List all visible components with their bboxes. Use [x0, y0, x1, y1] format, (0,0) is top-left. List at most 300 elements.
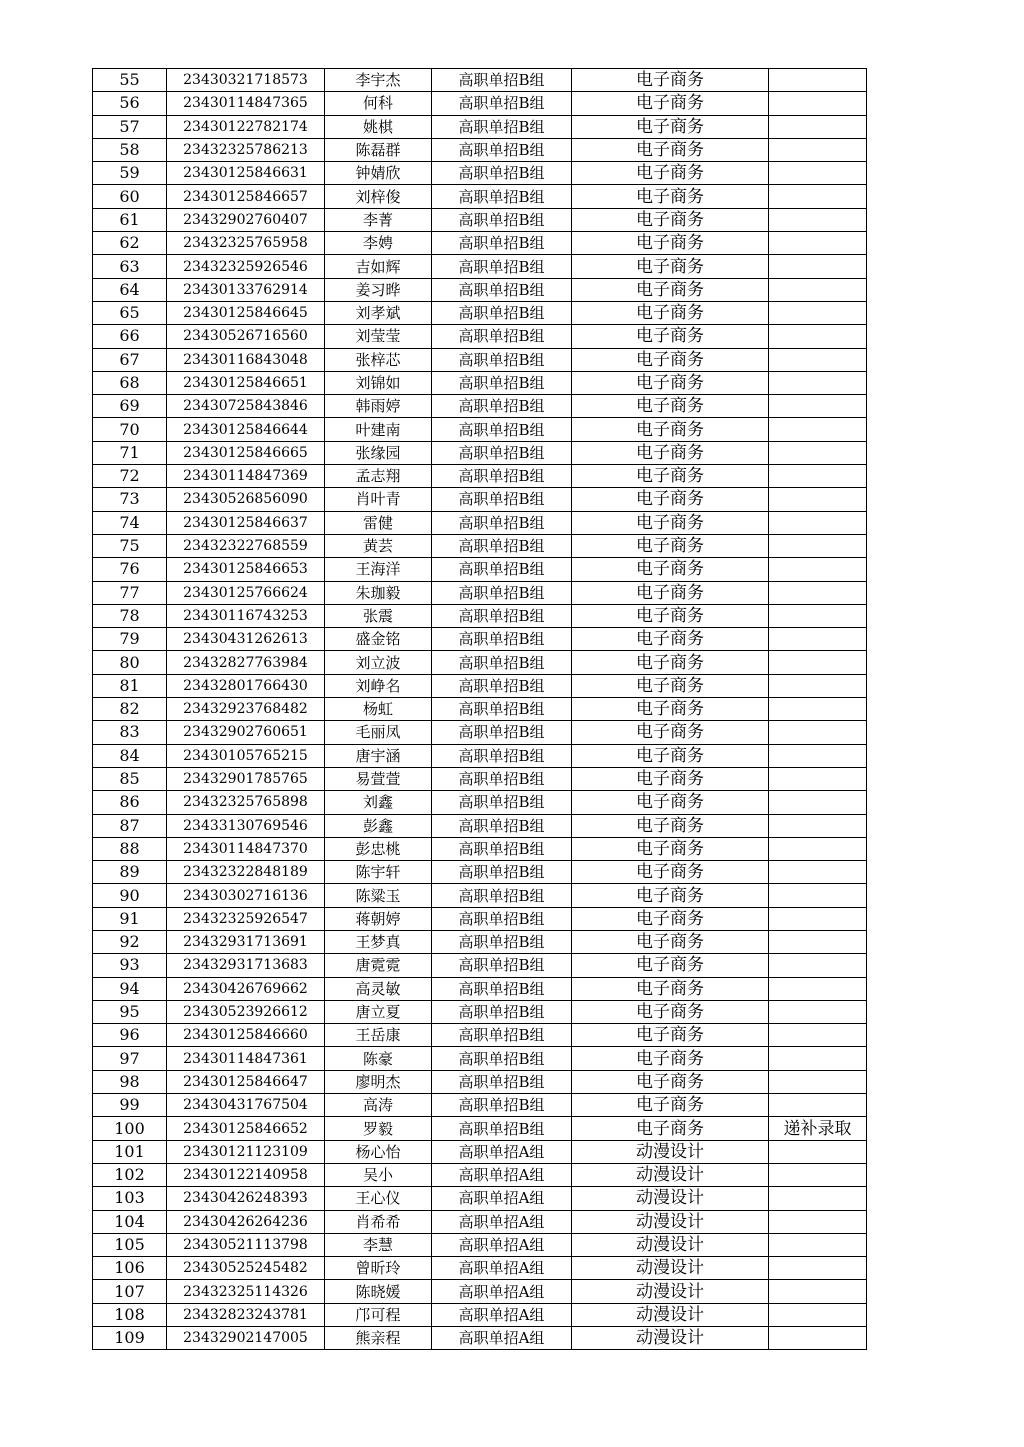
remark	[769, 604, 867, 627]
exam-group: 高职单招B组	[432, 628, 572, 651]
table-row	[93, 1140, 867, 1163]
candidate-id: 23432322848189	[167, 861, 325, 884]
exam-group: 高职单招B组	[432, 208, 572, 231]
candidate-id: 23430125766624	[167, 581, 325, 604]
table-row	[93, 767, 867, 790]
table-row	[93, 698, 867, 721]
student-name: 毛丽凤	[325, 721, 432, 744]
row-number: 73	[93, 488, 167, 511]
remark	[769, 1233, 867, 1256]
student-name: 韩雨婷	[325, 395, 432, 418]
student-name: 刘锦如	[325, 371, 432, 394]
row-number: 86	[93, 791, 167, 814]
table-row	[93, 674, 867, 697]
remark	[769, 1210, 867, 1233]
major-name: 电子商务	[572, 1000, 769, 1023]
student-name: 刘梓俊	[325, 185, 432, 208]
admission-roster-table	[92, 68, 867, 1350]
row-number: 59	[93, 162, 167, 185]
major-name: 电子商务	[572, 651, 769, 674]
row-number: 104	[93, 1210, 167, 1233]
row-number: 100	[93, 1117, 167, 1140]
candidate-id: 23430321718573	[167, 69, 325, 92]
major-name: 电子商务	[572, 791, 769, 814]
exam-group: 高职单招B组	[432, 884, 572, 907]
row-number: 107	[93, 1280, 167, 1303]
exam-group: 高职单招B组	[432, 255, 572, 278]
student-name: 肖希希	[325, 1210, 432, 1233]
major-name: 电子商务	[572, 767, 769, 790]
remark	[769, 651, 867, 674]
exam-group: 高职单招B组	[432, 465, 572, 488]
candidate-id: 23430125846657	[167, 185, 325, 208]
exam-group: 高职单招B组	[432, 861, 572, 884]
student-name: 唐霓霓	[325, 954, 432, 977]
exam-group: 高职单招A组	[432, 1303, 572, 1326]
candidate-id: 23430431262613	[167, 628, 325, 651]
candidate-id: 23432827763984	[167, 651, 325, 674]
candidate-id: 23432325926546	[167, 255, 325, 278]
student-name: 唐立夏	[325, 1000, 432, 1023]
table-row	[93, 651, 867, 674]
table-row	[93, 1210, 867, 1233]
major-name: 电子商务	[572, 371, 769, 394]
row-number: 81	[93, 674, 167, 697]
student-name: 高灵敏	[325, 977, 432, 1000]
major-name: 电子商务	[572, 977, 769, 1000]
student-name: 盛金铭	[325, 628, 432, 651]
major-name: 动漫设计	[572, 1233, 769, 1256]
major-name: 电子商务	[572, 301, 769, 324]
candidate-id: 23432902760407	[167, 208, 325, 231]
remark	[769, 232, 867, 255]
exam-group: 高职单招A组	[432, 1163, 572, 1186]
candidate-id: 23430125846653	[167, 558, 325, 581]
row-number: 66	[93, 325, 167, 348]
student-name: 张梓芯	[325, 348, 432, 371]
row-number: 62	[93, 232, 167, 255]
major-name: 动漫设计	[572, 1210, 769, 1233]
table-row	[93, 208, 867, 231]
candidate-id: 23430133762914	[167, 278, 325, 301]
exam-group: 高职单招B组	[432, 92, 572, 115]
student-name: 杨虹	[325, 698, 432, 721]
remark	[769, 92, 867, 115]
exam-group: 高职单招B组	[432, 488, 572, 511]
student-name: 王梦真	[325, 930, 432, 953]
remark	[769, 465, 867, 488]
candidate-id: 23430125846644	[167, 418, 325, 441]
student-name: 王岳康	[325, 1024, 432, 1047]
major-name: 电子商务	[572, 674, 769, 697]
exam-group: 高职单招B组	[432, 674, 572, 697]
remark	[769, 558, 867, 581]
exam-group: 高职单招B组	[432, 162, 572, 185]
row-number: 87	[93, 814, 167, 837]
major-name: 电子商务	[572, 208, 769, 231]
major-name: 电子商务	[572, 744, 769, 767]
table-row	[93, 1163, 867, 1186]
exam-group: 高职单招B组	[432, 1047, 572, 1070]
candidate-id: 23430521113798	[167, 1233, 325, 1256]
table-row	[93, 1187, 867, 1210]
remark	[769, 301, 867, 324]
major-name: 电子商务	[572, 1094, 769, 1117]
row-number: 57	[93, 115, 167, 138]
exam-group: 高职单招B组	[432, 814, 572, 837]
candidate-id: 23430114847365	[167, 92, 325, 115]
student-name: 杨心怡	[325, 1140, 432, 1163]
candidate-id: 23430114847361	[167, 1047, 325, 1070]
student-name: 张缘园	[325, 441, 432, 464]
remark	[769, 395, 867, 418]
table-row	[93, 884, 867, 907]
remark	[769, 278, 867, 301]
candidate-id: 23432325765898	[167, 791, 325, 814]
exam-group: 高职单招B组	[432, 837, 572, 860]
exam-group: 高职单招B组	[432, 348, 572, 371]
exam-group: 高职单招B组	[432, 325, 572, 348]
major-name: 电子商务	[572, 395, 769, 418]
student-name: 彭忠桃	[325, 837, 432, 860]
table-row	[93, 861, 867, 884]
table-row	[93, 814, 867, 837]
major-name: 电子商务	[572, 930, 769, 953]
exam-group: 高职单招B组	[432, 395, 572, 418]
row-number: 75	[93, 534, 167, 557]
major-name: 电子商务	[572, 69, 769, 92]
student-name: 王心仪	[325, 1187, 432, 1210]
row-number: 64	[93, 278, 167, 301]
remark	[769, 441, 867, 464]
exam-group: 高职单招B组	[432, 278, 572, 301]
table-row	[93, 301, 867, 324]
major-name: 电子商务	[572, 954, 769, 977]
exam-group: 高职单招B组	[432, 698, 572, 721]
student-name: 吉如辉	[325, 255, 432, 278]
student-name: 朱珈毅	[325, 581, 432, 604]
exam-group: 高职单招B组	[432, 977, 572, 1000]
table-row	[93, 1327, 867, 1350]
student-name: 唐宇涵	[325, 744, 432, 767]
table-row	[93, 744, 867, 767]
row-number: 79	[93, 628, 167, 651]
row-number: 82	[93, 698, 167, 721]
exam-group: 高职单招B组	[432, 604, 572, 627]
student-name: 彭鑫	[325, 814, 432, 837]
row-number: 63	[93, 255, 167, 278]
exam-group: 高职单招B组	[432, 791, 572, 814]
table-row	[93, 418, 867, 441]
exam-group: 高职单招B组	[432, 115, 572, 138]
candidate-id: 23432325114326	[167, 1280, 325, 1303]
major-name: 电子商务	[572, 325, 769, 348]
student-name: 姚棋	[325, 115, 432, 138]
remark	[769, 1047, 867, 1070]
candidate-id: 23430116743253	[167, 604, 325, 627]
student-name: 王海洋	[325, 558, 432, 581]
candidate-id: 23432931713683	[167, 954, 325, 977]
student-name: 陈宇轩	[325, 861, 432, 884]
exam-group: 高职单招B组	[432, 930, 572, 953]
row-number: 109	[93, 1327, 167, 1350]
remark	[769, 348, 867, 371]
row-number: 67	[93, 348, 167, 371]
table-row	[93, 1257, 867, 1280]
table-row	[93, 558, 867, 581]
table-row	[93, 138, 867, 161]
row-number: 95	[93, 1000, 167, 1023]
table-row	[93, 604, 867, 627]
remark	[769, 162, 867, 185]
table-row	[93, 1233, 867, 1256]
candidate-id: 23432325786213	[167, 138, 325, 161]
row-number: 93	[93, 954, 167, 977]
table-row	[93, 255, 867, 278]
candidate-id: 23430526856090	[167, 488, 325, 511]
row-number: 78	[93, 604, 167, 627]
exam-group: 高职单招B组	[432, 721, 572, 744]
major-name: 动漫设计	[572, 1257, 769, 1280]
row-number: 106	[93, 1257, 167, 1280]
exam-group: 高职单招B组	[432, 1094, 572, 1117]
major-name: 电子商务	[572, 907, 769, 930]
remark	[769, 698, 867, 721]
exam-group: 高职单招A组	[432, 1280, 572, 1303]
table-row	[93, 441, 867, 464]
exam-group: 高职单招B组	[432, 907, 572, 930]
exam-group: 高职单招B组	[432, 651, 572, 674]
student-name: 叶建南	[325, 418, 432, 441]
remark	[769, 534, 867, 557]
candidate-id: 23430426264236	[167, 1210, 325, 1233]
major-name: 动漫设计	[572, 1187, 769, 1210]
row-number: 105	[93, 1233, 167, 1256]
student-name: 邝可程	[325, 1303, 432, 1326]
table-row	[93, 1000, 867, 1023]
table-row	[93, 69, 867, 92]
student-name: 陈磊群	[325, 138, 432, 161]
row-number: 70	[93, 418, 167, 441]
table-row	[93, 348, 867, 371]
table-row	[93, 791, 867, 814]
major-name: 电子商务	[572, 488, 769, 511]
exam-group: 高职单招B组	[432, 534, 572, 557]
student-name: 张震	[325, 604, 432, 627]
row-number: 80	[93, 651, 167, 674]
student-name: 何科	[325, 92, 432, 115]
student-name: 孟志翔	[325, 465, 432, 488]
major-name: 电子商务	[572, 814, 769, 837]
exam-group: 高职单招B组	[432, 1070, 572, 1093]
major-name: 电子商务	[572, 138, 769, 161]
major-name: 电子商务	[572, 185, 769, 208]
remark	[769, 628, 867, 651]
exam-group: 高职单招B组	[432, 1000, 572, 1023]
table-row	[93, 488, 867, 511]
exam-group: 高职单招B组	[432, 232, 572, 255]
candidate-id: 23432902760651	[167, 721, 325, 744]
major-name: 电子商务	[572, 884, 769, 907]
remark	[769, 1163, 867, 1186]
table-row	[93, 185, 867, 208]
student-name: 刘立波	[325, 651, 432, 674]
exam-group: 高职单招B组	[432, 558, 572, 581]
remark	[769, 977, 867, 1000]
exam-group: 高职单招B组	[432, 744, 572, 767]
major-name: 电子商务	[572, 278, 769, 301]
table-row	[93, 581, 867, 604]
candidate-id: 23430302716136	[167, 884, 325, 907]
table-row	[93, 1280, 867, 1303]
candidate-id: 23432322768559	[167, 534, 325, 557]
major-name: 电子商务	[572, 115, 769, 138]
major-name: 动漫设计	[572, 1327, 769, 1350]
candidate-id: 23432923768482	[167, 698, 325, 721]
row-number: 103	[93, 1187, 167, 1210]
remark	[769, 1070, 867, 1093]
student-name: 刘孝斌	[325, 301, 432, 324]
candidate-id: 23432902147005	[167, 1327, 325, 1350]
row-number: 58	[93, 138, 167, 161]
student-name: 陈晓媛	[325, 1280, 432, 1303]
row-number: 83	[93, 721, 167, 744]
major-name: 动漫设计	[572, 1163, 769, 1186]
major-name: 电子商务	[572, 348, 769, 371]
remark	[769, 1024, 867, 1047]
table-row	[93, 232, 867, 255]
table-row	[93, 395, 867, 418]
candidate-id: 23430122782174	[167, 115, 325, 138]
exam-group: 高职单招A组	[432, 1140, 572, 1163]
student-name: 肖叶青	[325, 488, 432, 511]
student-name: 曾昕玲	[325, 1257, 432, 1280]
candidate-id: 23433130769546	[167, 814, 325, 837]
student-name: 吴小	[325, 1163, 432, 1186]
row-number: 69	[93, 395, 167, 418]
candidate-id: 23430125846631	[167, 162, 325, 185]
table-row	[93, 907, 867, 930]
student-name: 罗毅	[325, 1117, 432, 1140]
row-number: 92	[93, 930, 167, 953]
row-number: 94	[93, 977, 167, 1000]
major-name: 动漫设计	[572, 1303, 769, 1326]
row-number: 74	[93, 511, 167, 534]
major-name: 电子商务	[572, 837, 769, 860]
candidate-id: 23430125846647	[167, 1070, 325, 1093]
row-number: 85	[93, 767, 167, 790]
row-number: 61	[93, 208, 167, 231]
table-row	[93, 1047, 867, 1070]
remark	[769, 1140, 867, 1163]
major-name: 电子商务	[572, 162, 769, 185]
row-number: 84	[93, 744, 167, 767]
remark	[769, 1257, 867, 1280]
row-number: 97	[93, 1047, 167, 1070]
exam-group: 高职单招B组	[432, 301, 572, 324]
student-name: 廖明杰	[325, 1070, 432, 1093]
major-name: 电子商务	[572, 698, 769, 721]
exam-group: 高职单招A组	[432, 1210, 572, 1233]
remark	[769, 814, 867, 837]
student-name: 易萱萱	[325, 767, 432, 790]
row-number: 89	[93, 861, 167, 884]
remark	[769, 255, 867, 278]
major-name: 电子商务	[572, 604, 769, 627]
table-row	[93, 1303, 867, 1326]
exam-group: 高职单招B组	[432, 511, 572, 534]
table-row	[93, 954, 867, 977]
table-row	[93, 325, 867, 348]
remark	[769, 674, 867, 697]
student-name: 姜习晔	[325, 278, 432, 301]
major-name: 电子商务	[572, 1117, 769, 1140]
row-number: 55	[93, 69, 167, 92]
exam-group: 高职单招B组	[432, 138, 572, 161]
remark	[769, 954, 867, 977]
candidate-id: 23430122140958	[167, 1163, 325, 1186]
table-row	[93, 837, 867, 860]
row-number: 56	[93, 92, 167, 115]
exam-group: 高职单招B组	[432, 441, 572, 464]
remark	[769, 791, 867, 814]
remark	[769, 1280, 867, 1303]
major-name: 电子商务	[572, 861, 769, 884]
row-number: 77	[93, 581, 167, 604]
row-number: 88	[93, 837, 167, 860]
remark	[769, 1187, 867, 1210]
student-name: 黄芸	[325, 534, 432, 557]
major-name: 电子商务	[572, 465, 769, 488]
candidate-id: 23430426248393	[167, 1187, 325, 1210]
candidate-id: 23430426769662	[167, 977, 325, 1000]
major-name: 电子商务	[572, 534, 769, 557]
major-name: 电子商务	[572, 1070, 769, 1093]
remark	[769, 138, 867, 161]
major-name: 动漫设计	[572, 1280, 769, 1303]
candidate-id: 23430105765215	[167, 744, 325, 767]
row-number: 68	[93, 371, 167, 394]
major-name: 电子商务	[572, 255, 769, 278]
student-name: 李娉	[325, 232, 432, 255]
exam-group: 高职单招B组	[432, 418, 572, 441]
row-number: 60	[93, 185, 167, 208]
remark	[769, 418, 867, 441]
row-number: 91	[93, 907, 167, 930]
candidate-id: 23432325765958	[167, 232, 325, 255]
remark	[769, 208, 867, 231]
candidate-id: 23432901785765	[167, 767, 325, 790]
student-name: 刘莹莹	[325, 325, 432, 348]
remark	[769, 861, 867, 884]
row-number: 76	[93, 558, 167, 581]
table-row	[93, 162, 867, 185]
candidate-id: 23430125846645	[167, 301, 325, 324]
major-name: 电子商务	[572, 232, 769, 255]
table-row	[93, 92, 867, 115]
major-name: 电子商务	[572, 628, 769, 651]
exam-group: 高职单招A组	[432, 1187, 572, 1210]
exam-group: 高职单招A组	[432, 1257, 572, 1280]
remark	[769, 115, 867, 138]
table-row	[93, 534, 867, 557]
candidate-id: 23430526716560	[167, 325, 325, 348]
remark	[769, 767, 867, 790]
remark	[769, 511, 867, 534]
table-row	[93, 977, 867, 1000]
candidate-id: 23430125846652	[167, 1117, 325, 1140]
major-name: 电子商务	[572, 92, 769, 115]
